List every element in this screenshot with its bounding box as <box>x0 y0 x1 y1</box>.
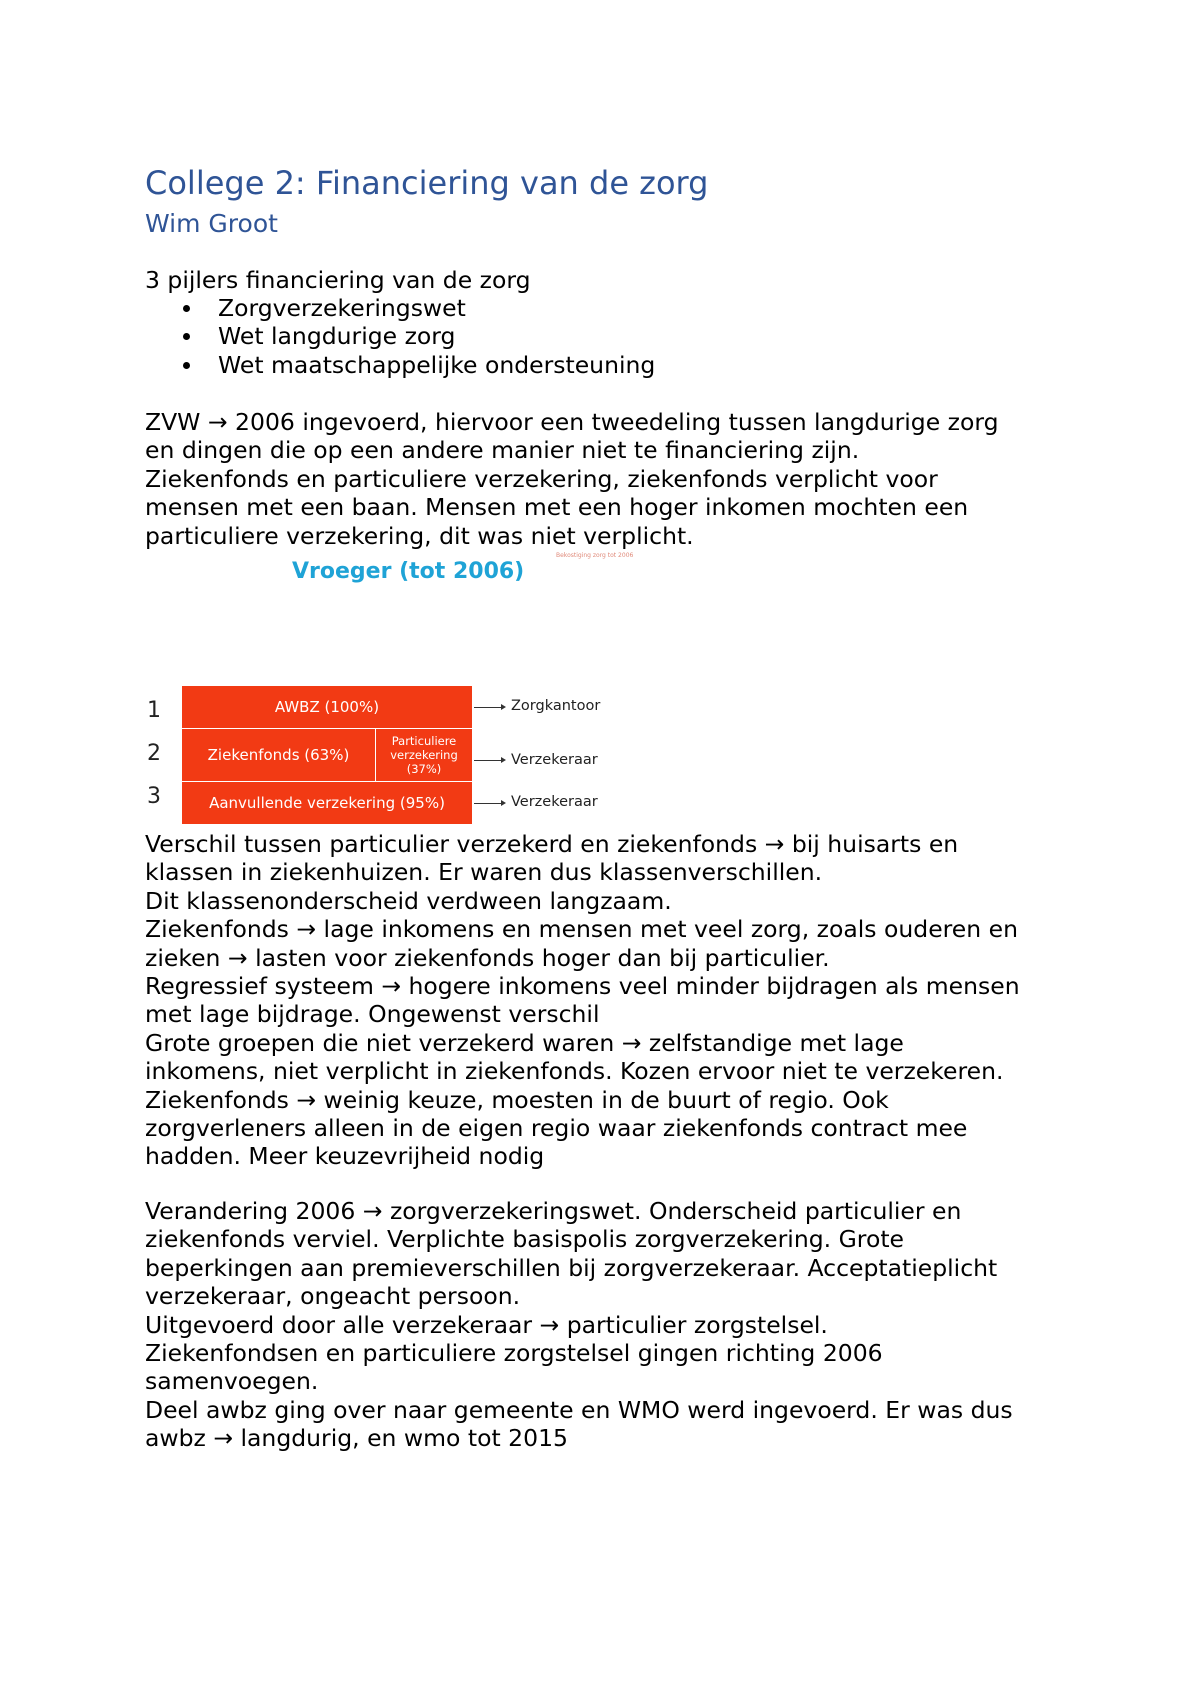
paragraph-line: hadden. Meer keuzevrijheid nodig <box>145 1142 545 1171</box>
row-number: 1 <box>147 698 161 723</box>
diagram-title: Vroeger (tot 2006) <box>292 559 525 584</box>
paragraph-line: beperkingen aan premieverschillen bij zorgverzekeraar. Acceptatieplicht <box>145 1253 998 1282</box>
list-item <box>145 294 655 322</box>
arrow-right-icon <box>474 707 504 708</box>
paragraph-line: ziekenfonds verviel. Verplichte basispolis zorgverzekering. Grote <box>145 1225 904 1254</box>
paragraph-line: particuliere verzekering, dit was niet verplicht. <box>145 521 694 550</box>
intro-heading <box>145 266 531 294</box>
list-item-text: Wet langdurige zorg <box>218 322 456 351</box>
bullet-dot-icon <box>183 362 190 369</box>
paragraph-line: Ziekenfonds → weinig keuze, moesten in de buurt of regio. Ook <box>145 1085 889 1114</box>
paragraph-line: mensen met een baan. Mensen met een hoger inkomen mochten een <box>145 493 969 522</box>
paragraph-line: Regressief systeem → hogere inkomens veel minder bijdragen als mensen <box>145 971 1020 1000</box>
paragraph-line: met lage bijdrage. Ongewenst verschil <box>145 1000 600 1029</box>
paragraph-line: Uitgevoerd door alle verzekeraar → particulier zorgstelsel. <box>145 1310 828 1339</box>
target-label: Verzekeraar <box>511 752 598 768</box>
paragraph-line: Deel awbz ging over naar gemeente en WMO werd ingevoerd. Er was dus <box>145 1395 1013 1424</box>
target-label: Verzekeraar <box>511 794 598 810</box>
paragraph-zvw <box>145 408 999 550</box>
bullet-dot-icon <box>183 333 190 340</box>
target-label: Zorgkantoor <box>511 698 601 714</box>
paragraph-line: awbz → langdurig, en wmo tot 2015 <box>145 1424 568 1453</box>
paragraph-line: Verschil tussen particulier verzekerd en ziekenfonds → bij huisarts en <box>145 830 959 858</box>
arrow-right-icon <box>474 760 504 761</box>
paragraph-line: zieken → lasten voor ziekenfonds hoger dan bij particulier. <box>145 943 830 972</box>
intro-heading-text: 3 pijlers financiering van de zorg <box>145 266 531 294</box>
document-title: College 2: Financiering van de zorg <box>145 164 709 202</box>
document-author: Wim Groot <box>145 209 278 238</box>
ziekenfonds-box: Ziekenfonds (63%) <box>182 729 375 781</box>
paragraph-line: Dit klassenonderscheid verdween langzaam. <box>145 886 672 915</box>
paragraph-line: Grote groepen die niet verzekerd waren → zelfstandige met lage <box>145 1028 904 1057</box>
paragraph-line: klassen in ziekenhuizen. Er waren dus klassenverschillen. <box>145 858 823 887</box>
paragraph-line: Ziekenfondsen en particuliere zorgstelsel gingen richting 2006 <box>145 1338 883 1367</box>
paragraph-line: Ziekenfonds en particuliere verzekering, ziekenfonds verplicht voor <box>145 464 938 493</box>
pillars-list <box>145 294 655 379</box>
paragraph-line: en dingen die op een andere manier niet te financiering zijn. <box>145 436 860 465</box>
paragraph-differences <box>145 830 1020 1171</box>
bullet-dot-icon <box>183 305 190 312</box>
list-item-text: Wet maatschappelijke ondersteuning <box>218 350 656 379</box>
row-number: 3 <box>147 784 161 809</box>
paragraph-line: samenvoegen. <box>145 1367 319 1396</box>
list-item <box>145 322 655 350</box>
list-item-text: Zorgverzekeringswet <box>218 294 466 322</box>
aanvullende-verzekering-box: Aanvullende verzekering (95%) <box>182 782 472 824</box>
paragraph-line: Verandering 2006 → zorgverzekeringswet. Onderscheid particulier en <box>145 1197 962 1225</box>
awbz-box: AWBZ (100%) <box>182 686 472 728</box>
paragraph-line: Ziekenfonds → lage inkomens en mensen met veel zorg, zoals ouderen en <box>145 915 1018 944</box>
diagram-note: Bekostiging zorg tot 2006 <box>556 552 634 559</box>
paragraph-line: ZVW → 2006 ingevoerd, hiervoor een tweedeling tussen langdurige zorg <box>145 408 999 436</box>
paragraph-change-2006 <box>145 1197 1013 1453</box>
row-number: 2 <box>147 741 161 766</box>
list-item <box>145 351 655 379</box>
paragraph-line: inkomens, niet verplicht in ziekenfonds. Kozen ervoor niet te verzekeren. <box>145 1057 1004 1086</box>
particuliere-verzekering-box: Particuliere verzekering (37%) <box>376 729 472 781</box>
paragraph-line: zorgverleners alleen in de eigen regio waar ziekenfonds contract mee <box>145 1113 968 1142</box>
paragraph-line: verzekeraar, ongeacht persoon. <box>145 1282 521 1311</box>
arrow-right-icon <box>474 803 504 804</box>
